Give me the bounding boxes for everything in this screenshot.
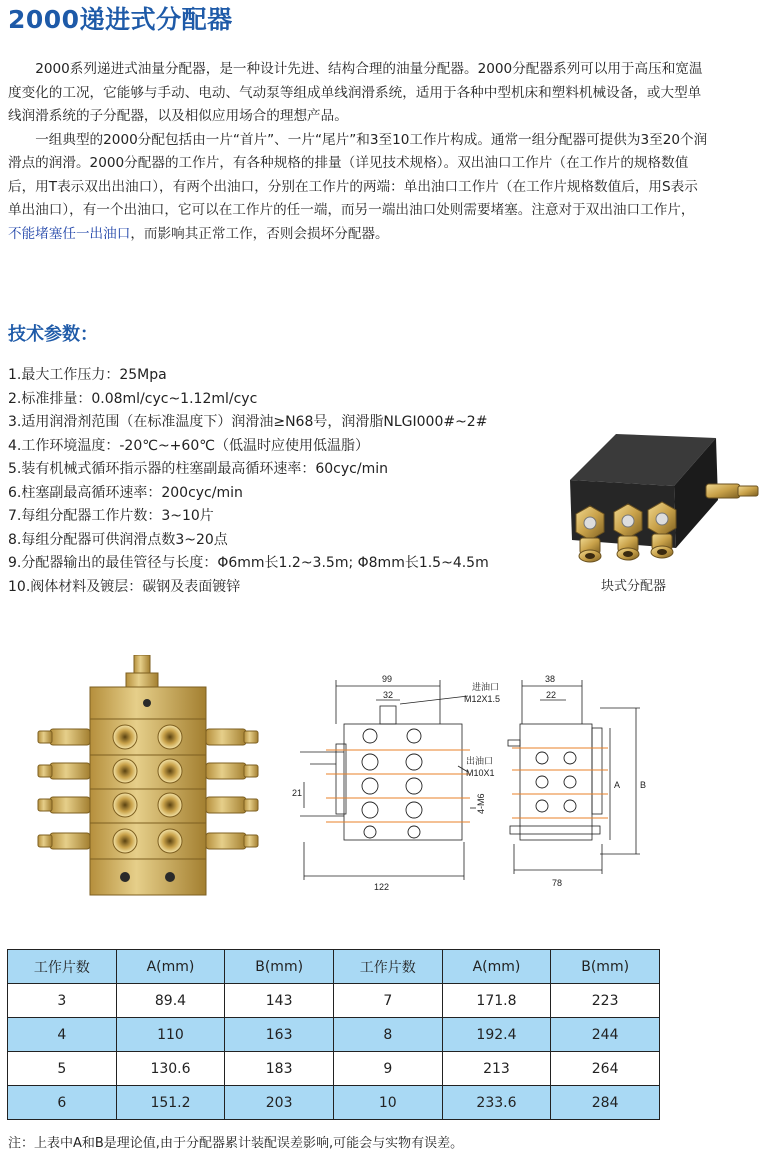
dim-21: 21: [292, 788, 303, 798]
table-cell: 233.6: [442, 1086, 551, 1120]
label-a: A: [614, 780, 621, 790]
table-row: [8, 1052, 660, 1086]
spec-table: [7, 949, 660, 1120]
outlet-thread: M10X1: [466, 768, 495, 778]
param-item: 4.工作环境温度：-20℃~+60℃（低温时应使用低温脂）: [8, 437, 369, 454]
table-cell: 10: [333, 1086, 442, 1120]
param-item: 10.阀体材料及镀层：碳钢及表面镀锌: [8, 578, 241, 595]
table-header: 工作片数: [8, 950, 117, 984]
table-cell: 264: [551, 1052, 660, 1086]
table-header: A(mm): [116, 950, 225, 984]
table-header: B(mm): [551, 950, 660, 984]
table-cell: 3: [8, 984, 117, 1018]
table-cell: 89.4: [116, 984, 225, 1018]
table-cell: 130.6: [116, 1052, 225, 1086]
table-cell: 183: [225, 1052, 334, 1086]
table-header: 工作片数: [333, 950, 442, 984]
table-cell: 110: [116, 1018, 225, 1052]
inlet-label: 进油口: [472, 682, 500, 692]
table-cell: 4: [8, 1018, 117, 1052]
holes-label: 4-M6: [476, 793, 486, 814]
table-cell: 163: [225, 1018, 334, 1052]
table-cell: 203: [225, 1086, 334, 1120]
dim-38: 38: [545, 674, 556, 684]
table-cell: 223: [551, 984, 660, 1018]
dim-99: 99: [382, 674, 393, 684]
dimension-drawing: [290, 668, 660, 898]
table-cell: 192.4: [442, 1018, 551, 1052]
table-row: [8, 1086, 660, 1120]
table-cell: 143: [225, 984, 334, 1018]
table-row: [8, 1018, 660, 1052]
block-distributor-photo: [556, 430, 768, 570]
params-title: 技术参数：: [8, 324, 98, 345]
brass-distributor-photo: [30, 655, 262, 900]
param-item: 1.最大工作压力：25Mpa: [8, 367, 167, 383]
outlet-label: 出油口: [466, 756, 494, 766]
param-item: 2.标准排量：0.08ml/cyc~1.12ml/cyc: [8, 390, 258, 407]
param-item: 7.每组分配器工作片数：3~10片: [8, 508, 214, 524]
table-cell: 8: [333, 1018, 442, 1052]
photo-caption: 块式分配器: [601, 579, 667, 594]
table-cell: 7: [333, 984, 442, 1018]
table-cell: 171.8: [442, 984, 551, 1018]
table-cell: 284: [551, 1086, 660, 1120]
table-cell: 5: [8, 1052, 117, 1086]
page-title: 2000递进式分配器: [8, 5, 233, 34]
table-cell: 151.2: [116, 1086, 225, 1120]
table-row: [8, 984, 660, 1018]
intro-text: [8, 58, 708, 246]
dim-32: 32: [383, 690, 394, 700]
table-cell: 9: [333, 1052, 442, 1086]
param-item: 9.分配器输出的最佳管径与长度：Φ6mm长1.2~3.5m; Φ8mm长1.5~4.5m: [8, 555, 489, 571]
param-item: 6.柱塞副最高循环速率：200cyc/min: [8, 484, 243, 501]
dim-78: 78: [552, 878, 563, 888]
dim-122: 122: [374, 882, 390, 892]
table-cell: 213: [442, 1052, 551, 1086]
footnote: 注：上表中A和B是理论值,由于分配器累计装配误差影响,可能会与实物有误差。: [8, 1136, 464, 1151]
intro-paragraph-2: 一组典型的2000分配包括由一片“首片”、一片“尾片”和3至10工作片构成。通常一组分配器可提供为3至20个润滑点的润滑。2000分配器的工作片，有各种规格的排量（详见技术规格）。双出油口工作片（在工作片的规格数值后，用T表示双出出油口），有两个出油口，分别在工作片的两端：单出油口工作片（在工作片规格数值后，用S表示单出油口），有一个出油口，它可以在工作片的任一端，而另一端出油口处则需要堵塞。注意对于双出油口工作片，不能堵塞任一出油口，而影响其正常工作，否则会损坏分配器。: [8, 131, 708, 242]
dim-22: 22: [546, 690, 557, 700]
table-cell: 6: [8, 1086, 117, 1120]
warning-highlight: 不能堵塞任一出油口: [8, 225, 131, 242]
table-header: B(mm): [225, 950, 334, 984]
table-header-row: [8, 950, 660, 984]
table-header: A(mm): [442, 950, 551, 984]
params-list: [8, 364, 568, 599]
param-item: 5.装有机械式循环指示器的柱塞副最高循环速率：60cyc/min: [8, 461, 388, 477]
table-cell: 244: [551, 1018, 660, 1052]
label-b: B: [640, 780, 647, 790]
param-item: 8.每组分配器可供润滑点数3~20点: [8, 531, 228, 548]
param-item: 3.适用润滑剂范围（在标准温度下）润滑油≥N68号，润滑脂NLGI000#~2#: [8, 414, 488, 430]
intro-paragraph-1: 2000系列递进式油量分配器，是一种设计先进、结构合理的油量分配器。2000分配器系列可以用于高压和宽温度变化的工况，它能够与手动、电动、气动泵等组成单线润滑系统，适用于各种中型机床和塑料机械设备，或大型单线润滑系统的子分配器，以及相似应用场合的理想产品。: [8, 61, 703, 124]
inlet-thread: M12X1.5: [464, 694, 501, 704]
